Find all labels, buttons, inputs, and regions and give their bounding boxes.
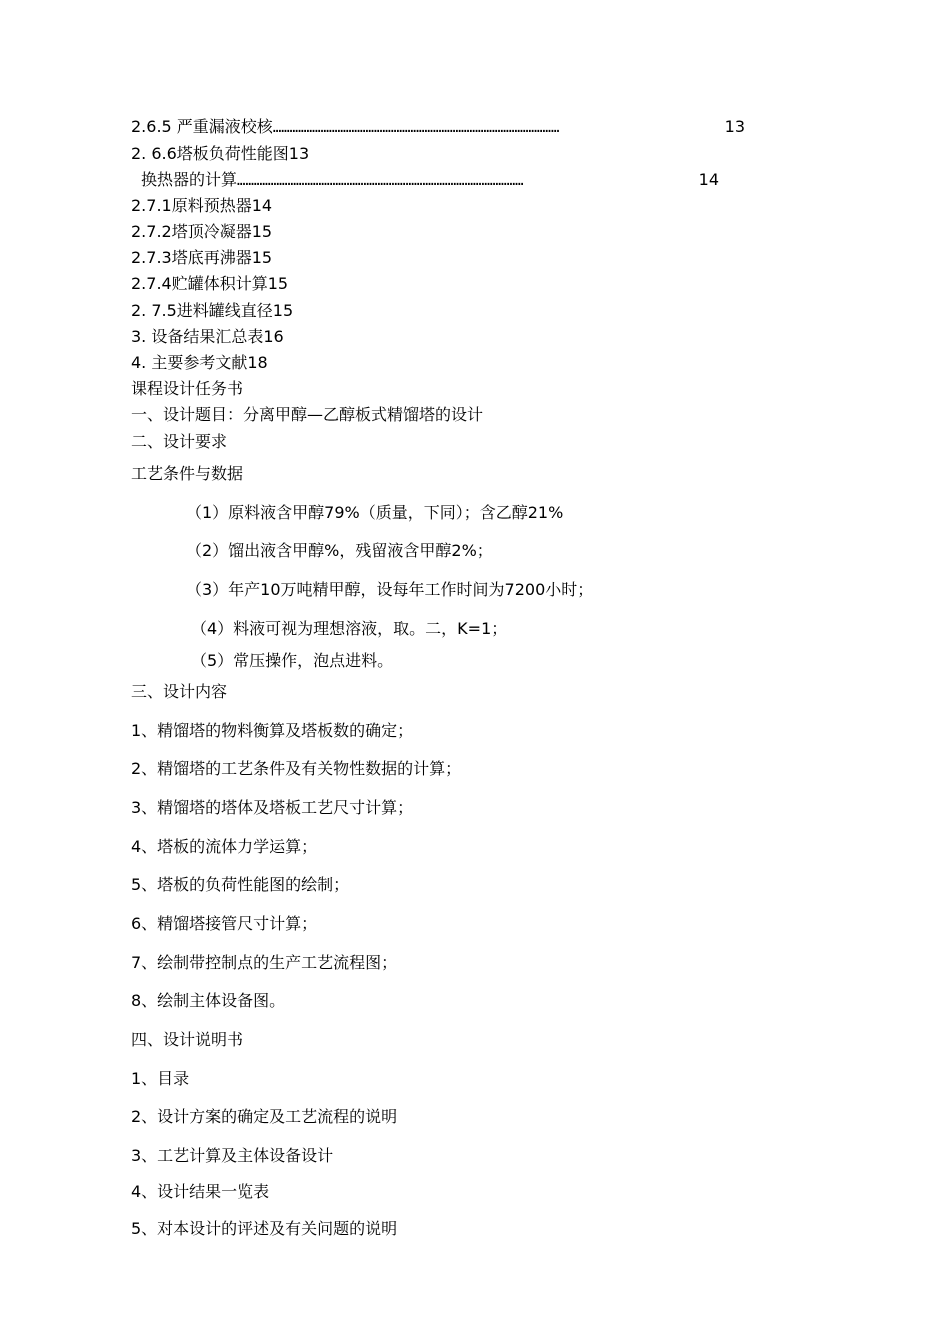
content-item: 6、精馏塔接管尺寸计算；: [131, 914, 318, 933]
document-title: 课程设计任务书: [131, 379, 244, 398]
toc-leader: …………………………………………………………………………………………: [272, 120, 560, 136]
section-heading-topic: 一、设计题目：分离甲醇—乙醇板式精馏塔的设计: [131, 405, 484, 424]
toc-row: 2.7.3塔底再沸器15: [131, 248, 273, 267]
conditions-heading: 工艺条件与数据: [131, 464, 244, 483]
manual-item: 1、目录: [131, 1069, 190, 1088]
manual-item: 5、对本设计的评述及有关问题的说明: [131, 1219, 398, 1238]
toc-row: 2. 6.6塔板负荷性能图13: [131, 144, 310, 163]
toc-row: [141, 169, 719, 192]
toc-leader: …………………………………………………………………………………………: [237, 173, 524, 189]
content-item: 2、精馏塔的工艺条件及有关物性数据的计算；: [131, 759, 462, 778]
content-item: 8、绘制主体设备图。: [131, 991, 286, 1010]
toc-row: 3. 设备结果汇总表16: [131, 327, 284, 346]
toc-row: 2.7.2塔顶冷凝器15: [131, 222, 273, 241]
condition-item: （1）原料液含甲醇79%（质量，下同）；含乙醇21%: [186, 503, 564, 522]
toc-row: 2. 7.5进料罐线直径15: [131, 301, 294, 320]
condition-item: （5）常压操作，泡点进料。: [191, 651, 394, 670]
content-item: 5、塔板的负荷性能图的绘制；: [131, 875, 350, 894]
content-item: 3、精馏塔的塔体及塔板工艺尺寸计算；: [131, 798, 414, 817]
toc-row: 2.7.4贮罐体积计算15: [131, 274, 289, 293]
content-item: 1、精馏塔的物料衡算及塔板数的确定；: [131, 721, 414, 740]
toc-row: 2.7.1原料预热器14: [131, 196, 273, 215]
section-heading-manual: 四、设计说明书: [131, 1030, 244, 1049]
condition-item: （4）料液可视为理想溶液，取。二，K=1；: [191, 619, 508, 638]
condition-item: （3）年产10万吨精甲醇，设每年工作时间为7200小时；: [186, 580, 594, 599]
manual-item: 4、设计结果一览表: [131, 1182, 270, 1201]
content-item: 7、绘制带控制点的生产工艺流程图；: [131, 953, 398, 972]
section-heading-contents: 三、设计内容: [131, 682, 228, 701]
manual-item: 2、设计方案的确定及工艺流程的说明: [131, 1107, 398, 1126]
toc-row: 4. 主要参考文献18: [131, 353, 268, 372]
section-heading-requirements: 二、设计要求: [131, 432, 228, 451]
toc-label: 换热器的计算: [141, 170, 238, 189]
toc-label: 2.6.5 严重漏液校核: [131, 117, 273, 136]
manual-item: 3、工艺计算及主体设备设计: [131, 1146, 334, 1165]
toc-row: [131, 116, 745, 139]
toc-page-number: 14: [698, 170, 719, 189]
content-item: 4、塔板的流体力学运算；: [131, 837, 318, 856]
toc-page-number: 13: [724, 117, 745, 136]
condition-item: （2）馏出液含甲醇%，残留液含甲醇2%；: [186, 541, 493, 560]
